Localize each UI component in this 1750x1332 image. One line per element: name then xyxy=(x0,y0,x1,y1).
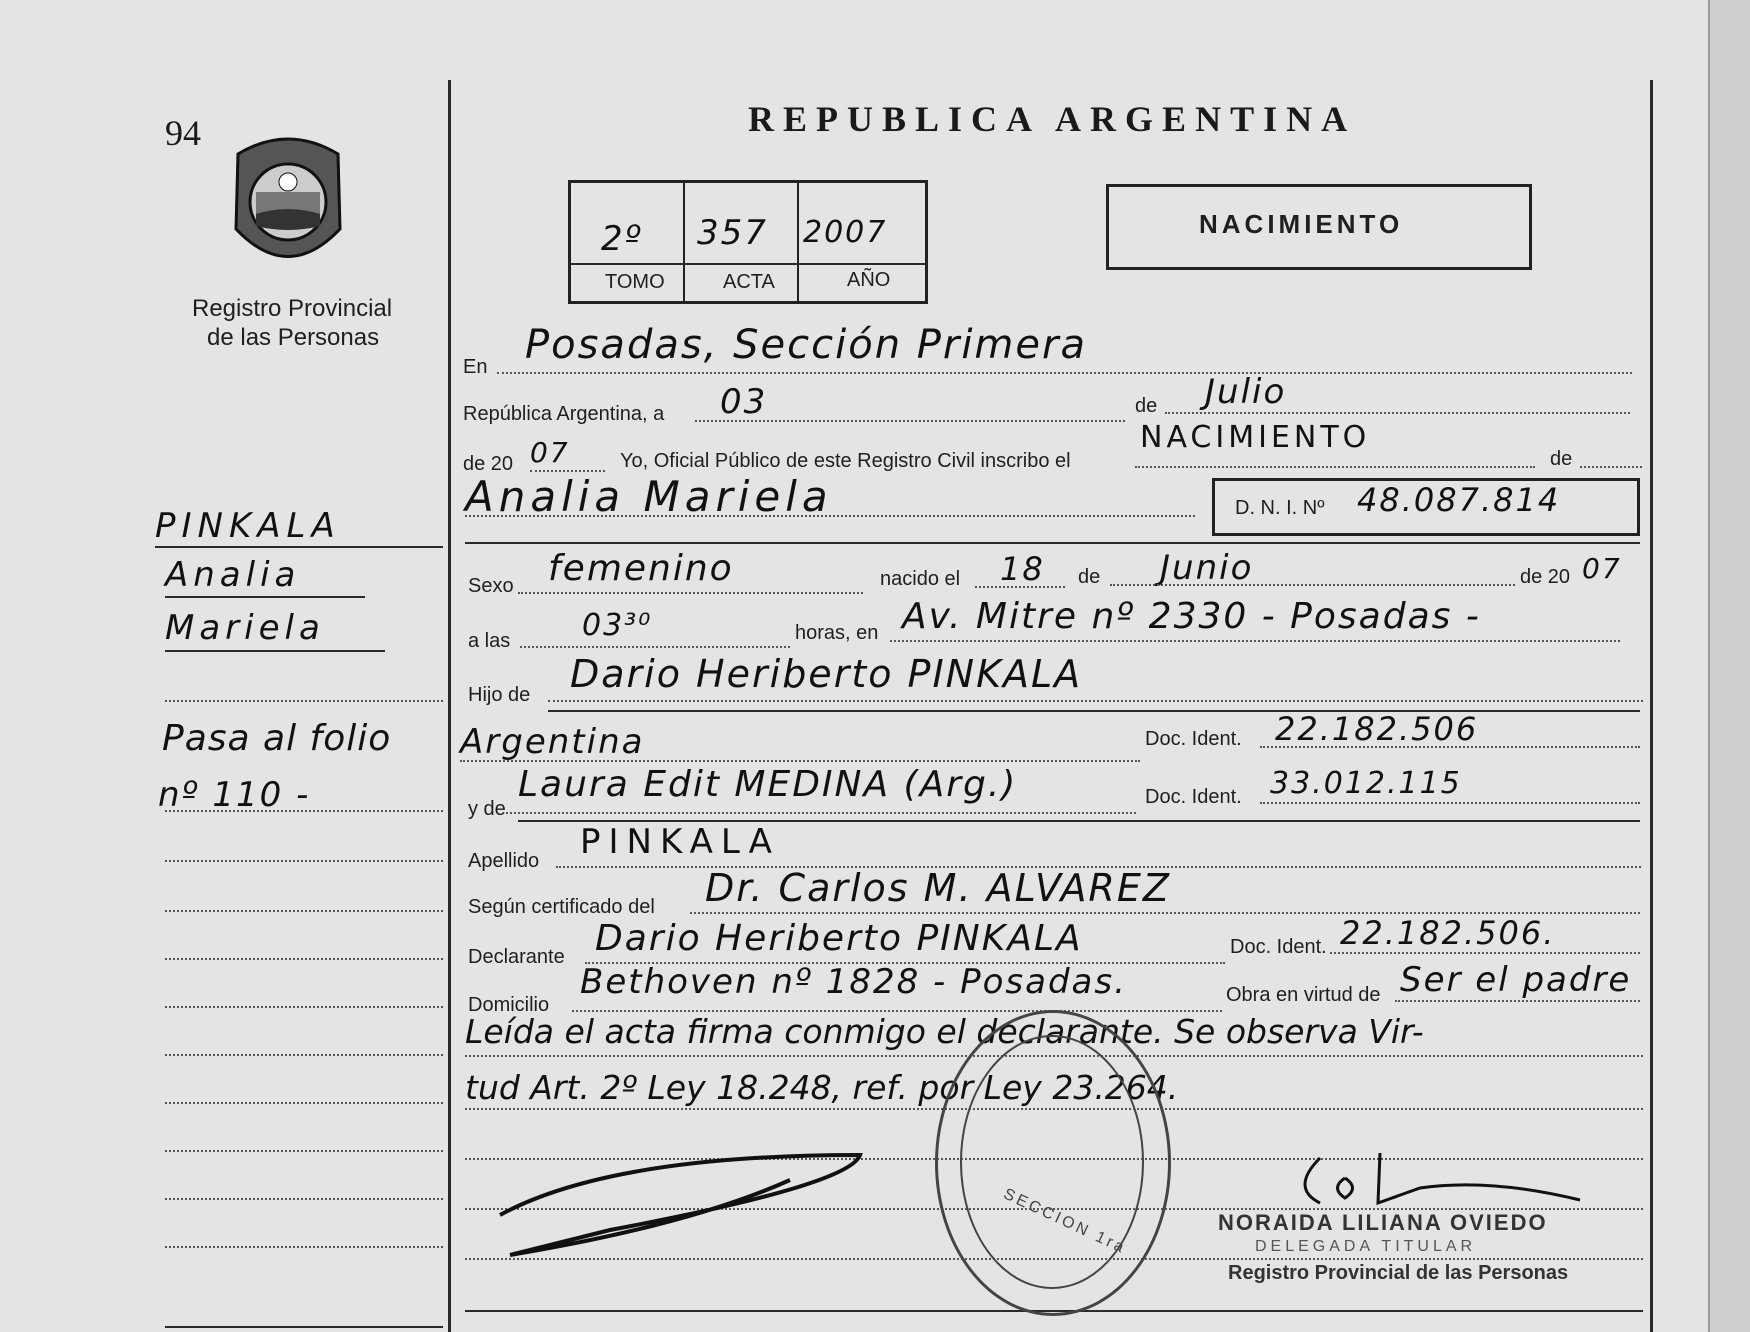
official-stamp xyxy=(935,1010,1171,1316)
registry-name: Registro Provincial xyxy=(192,295,393,322)
margin-note-line1: Pasa al folio xyxy=(162,718,392,759)
father-name: Dario Heriberto PINKALA xyxy=(570,652,1083,696)
birth-month: Junio xyxy=(1160,548,1254,588)
act-value: NACIMIENTO xyxy=(1140,420,1371,455)
label-a-las: a las xyxy=(468,630,511,652)
official-office: Registro Provincial de las Personas xyxy=(1228,1262,1569,1284)
province-seal-icon xyxy=(228,134,348,274)
remarks-line2: tud Art. 2º Ley 18.248, ref. por Ley 23.264. xyxy=(465,1068,1179,1107)
label-doc-declarant: Doc. Ident. xyxy=(1230,936,1327,958)
sex-value: femenino xyxy=(548,548,734,589)
reason-value: Ser el padre xyxy=(1400,960,1632,1000)
registry-name-line2: de las Personas xyxy=(207,324,380,351)
address-value: Bethoven nº 1828 - Posadas. xyxy=(580,962,1127,1002)
label-segun-certificado: Según certificado del xyxy=(468,896,655,918)
birth-place: Av. Mitre nº 2330 - Posadas - xyxy=(902,596,1481,637)
label-obra-en-virtud: Obra en virtud de xyxy=(1226,984,1381,1006)
declarant-name: Dario Heriberto PINKALA xyxy=(595,918,1083,959)
anio-label: AÑO xyxy=(847,269,891,291)
remarks-line1: Leída el acta firma conmigo el declarante. Se observa Vir- xyxy=(465,1012,1424,1051)
label-sexo: Sexo xyxy=(468,575,514,597)
label-dni: D. N. I. Nº xyxy=(1235,497,1325,519)
child-name: Analia Mariela xyxy=(465,472,833,521)
label-de-month: de xyxy=(1135,395,1158,417)
record-type: NACIMIENTO xyxy=(1199,209,1404,239)
acta-value: 357 xyxy=(697,213,768,253)
birth-year: 07 xyxy=(1582,552,1622,585)
record-number-box xyxy=(568,180,928,304)
month-value: Julio xyxy=(1205,372,1287,412)
label-doc-father: Doc. Ident. xyxy=(1145,728,1242,750)
father-nationality: Argentina xyxy=(460,722,645,762)
margin-surname: PINKALA xyxy=(155,506,341,546)
margin-name2: Mariela xyxy=(165,608,325,648)
dni-value: 48.087.814 xyxy=(1357,481,1561,519)
label-apellido: Apellido xyxy=(468,850,540,872)
label-yo-oficial: Yo, Oficial Público de este Registro Civil inscribo el xyxy=(620,450,1071,472)
tomo-label: TOMO xyxy=(605,271,665,293)
page-title: REPUBLICA ARGENTINA xyxy=(748,99,1357,139)
doctor-value: Dr. Carlos M. ALVAREZ xyxy=(705,866,1171,910)
label-en: En xyxy=(463,356,488,378)
mother-doc: 33.012.115 xyxy=(1270,766,1462,801)
birth-hour: 03³⁰ xyxy=(582,608,653,643)
official-signature xyxy=(1290,1148,1590,1218)
declarant-doc: 22.182.506. xyxy=(1340,914,1556,952)
label-declarante: Declarante xyxy=(468,946,565,968)
label-y-de: y de xyxy=(468,798,506,820)
tomo-value: 2º xyxy=(601,219,643,259)
page-edge xyxy=(1708,0,1750,1332)
label-nacido: nacido el xyxy=(880,568,961,590)
label-de20: de 20 xyxy=(463,453,514,475)
mother-name: Laura Edit MEDINA (Arg.) xyxy=(518,764,1018,805)
father-doc: 22.182.506 xyxy=(1275,710,1479,748)
margin-note-line2: nº 110 - xyxy=(158,775,311,815)
official-role: DELEGADA TITULAR xyxy=(1255,1238,1477,1255)
year-suffix: 07 xyxy=(530,436,570,469)
official-name: NORAIDA LILIANA OVIEDO xyxy=(1218,1210,1548,1235)
margin-name1: Analia xyxy=(165,555,301,595)
label-domicilio: Domicilio xyxy=(468,994,550,1016)
surname-value: PINKALA xyxy=(580,822,780,862)
stamp-text: SECCION 1ra xyxy=(1000,1185,1130,1258)
label-horas: horas, en xyxy=(795,622,879,644)
right-border-line xyxy=(1650,80,1653,1332)
page-number: 94 xyxy=(165,113,201,153)
declarant-signature xyxy=(490,1135,870,1265)
birth-day: 18 xyxy=(1000,550,1045,588)
dni-box xyxy=(1212,478,1640,536)
acta-label: ACTA xyxy=(723,271,775,293)
label-republica: República Argentina, a xyxy=(463,403,665,425)
day-value: 03 xyxy=(720,382,768,422)
label-de-end: de xyxy=(1550,448,1573,470)
record-type-box xyxy=(1106,184,1532,270)
label-hijo-de: Hijo de xyxy=(468,684,531,706)
label-de20-birth: de 20 xyxy=(1520,566,1571,588)
label-doc-mother: Doc. Ident. xyxy=(1145,786,1242,808)
label-de-birth-month: de xyxy=(1078,566,1101,588)
left-column-divider xyxy=(448,80,451,1332)
place-value: Posadas, Sección Primera xyxy=(525,322,1087,368)
anio-value: 2007 xyxy=(803,215,888,250)
